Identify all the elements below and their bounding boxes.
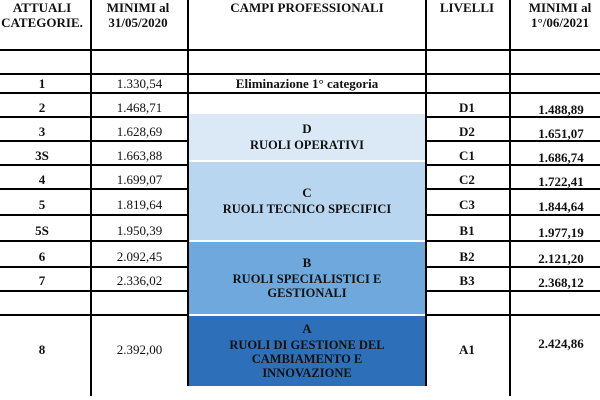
- grid-line: [0, 116, 187, 118]
- livello-cell: B3: [459, 273, 475, 288]
- livello-cell: C2: [459, 172, 475, 187]
- campo-letter: A: [302, 321, 312, 336]
- categoria-cell: 1: [38, 76, 46, 91]
- livello-cell: B2: [459, 249, 475, 264]
- campo-letter: D: [302, 121, 312, 136]
- eliminazione-note: Eliminazione 1° categoria: [235, 76, 379, 91]
- minimo-2020-cell: 1.699,07: [116, 172, 163, 187]
- header-line: CAMPI PROFESSIONALI: [230, 0, 384, 15]
- categoria-cell: 2: [38, 100, 46, 115]
- grid-line: [425, 266, 600, 268]
- grid-line: [0, 188, 187, 190]
- campo-d-band: [189, 114, 425, 160]
- header-line: LIVELLI: [439, 0, 495, 15]
- grid-line: [0, 214, 187, 216]
- minimo-2020-cell: 2.336,02: [116, 273, 163, 288]
- campo-line: RUOLI DI GESTIONE DEL: [229, 338, 385, 352]
- minimo-2020-cell: 2.092,45: [116, 249, 163, 264]
- categoria-cell: 3S: [35, 148, 49, 163]
- grid-line: [0, 290, 187, 292]
- grid-line: [425, 0, 427, 386]
- livello-cell: A1: [459, 342, 475, 357]
- minimo-2021-cell: 2.368,12: [538, 275, 584, 290]
- header-minimi-2021: [510, 0, 600, 30]
- minimo-2021-cell: 2.424,86: [538, 336, 584, 351]
- grid-line: [0, 49, 600, 51]
- campo-line: RUOLI OPERATIVI: [249, 138, 365, 152]
- campo-a-band: [189, 316, 425, 386]
- grid-line: [0, 240, 187, 242]
- campo-line: CAMBIAMENTO E: [251, 352, 363, 366]
- header-line: ATTUALI: [12, 0, 72, 15]
- minimo-2020-cell: 1.950,39: [116, 223, 163, 238]
- grid-line: [0, 140, 187, 142]
- categoria-cell: 8: [38, 342, 46, 357]
- header-campi-professionali: [189, 0, 425, 15]
- minimo-2021-cell: 1.844,64: [538, 199, 584, 214]
- campo-line: RUOLI TECNICO SPECIFICI: [222, 202, 392, 216]
- grid-line: [425, 290, 600, 292]
- minimo-2020-cell: 1.330,54: [116, 76, 163, 91]
- categoria-cell: 7: [38, 273, 46, 288]
- minimo-2020-cell: 1.468,71: [116, 100, 163, 115]
- categoria-cell: 4: [38, 172, 46, 187]
- livello-cell: B1: [459, 223, 475, 238]
- livello-cell: D1: [459, 100, 475, 115]
- minimo-2021-cell: 1.686,74: [538, 150, 584, 165]
- campo-letter: B: [302, 255, 312, 270]
- minimo-2020-cell: 1.819,64: [116, 197, 163, 212]
- header-line: MINIMI al: [528, 0, 592, 15]
- header-attuali-categorie: [0, 0, 90, 30]
- campo-letter: C: [302, 185, 312, 200]
- header-line: CATEGORIE.: [1, 15, 83, 30]
- grid-line: [0, 266, 187, 268]
- campo-b-band: [189, 242, 425, 314]
- grid-line: [0, 314, 187, 316]
- grid-line: [425, 214, 600, 216]
- minimo-2021-cell: 1.722,41: [538, 174, 584, 189]
- minimo-2020-cell: 1.628,69: [116, 124, 163, 139]
- grid-line: [187, 0, 189, 386]
- campo-line: GESTIONALI: [267, 286, 347, 300]
- livello-cell: D2: [459, 124, 475, 139]
- minimo-2020-cell: 1.663,88: [116, 148, 163, 163]
- campo-line: RUOLI SPECIALISTICI E: [232, 272, 382, 286]
- categoria-cell: 5S: [35, 223, 49, 238]
- campo-line: INNOVAZIONE: [262, 366, 352, 380]
- grid-line: [0, 73, 600, 75]
- livello-cell: C1: [459, 148, 475, 163]
- minimo-2020-cell: 2.392,00: [116, 342, 163, 357]
- minimo-2021-cell: 1.977,19: [538, 225, 584, 240]
- grid-line: [0, 92, 600, 94]
- header-minimi-2020: [90, 0, 186, 30]
- header-line: 1°/06/2021: [531, 15, 589, 30]
- campo-c-band: [189, 162, 425, 240]
- grid-line: [425, 240, 600, 242]
- header-line: 31/05/2020: [108, 15, 168, 30]
- header-line: MINIMI al: [106, 0, 170, 15]
- minimo-2021-cell: 1.651,07: [538, 126, 584, 141]
- grid-line: [425, 314, 600, 316]
- minimo-2021-cell: 1.488,89: [538, 102, 584, 117]
- categoria-cell: 5: [38, 197, 46, 212]
- grid-line: [0, 164, 187, 166]
- categoria-cell: 6: [38, 249, 46, 264]
- categoria-cell: 3: [38, 124, 46, 139]
- livello-cell: C3: [459, 197, 475, 212]
- header-livelli: [425, 0, 509, 15]
- minimo-2021-cell: 2.121,20: [538, 251, 584, 266]
